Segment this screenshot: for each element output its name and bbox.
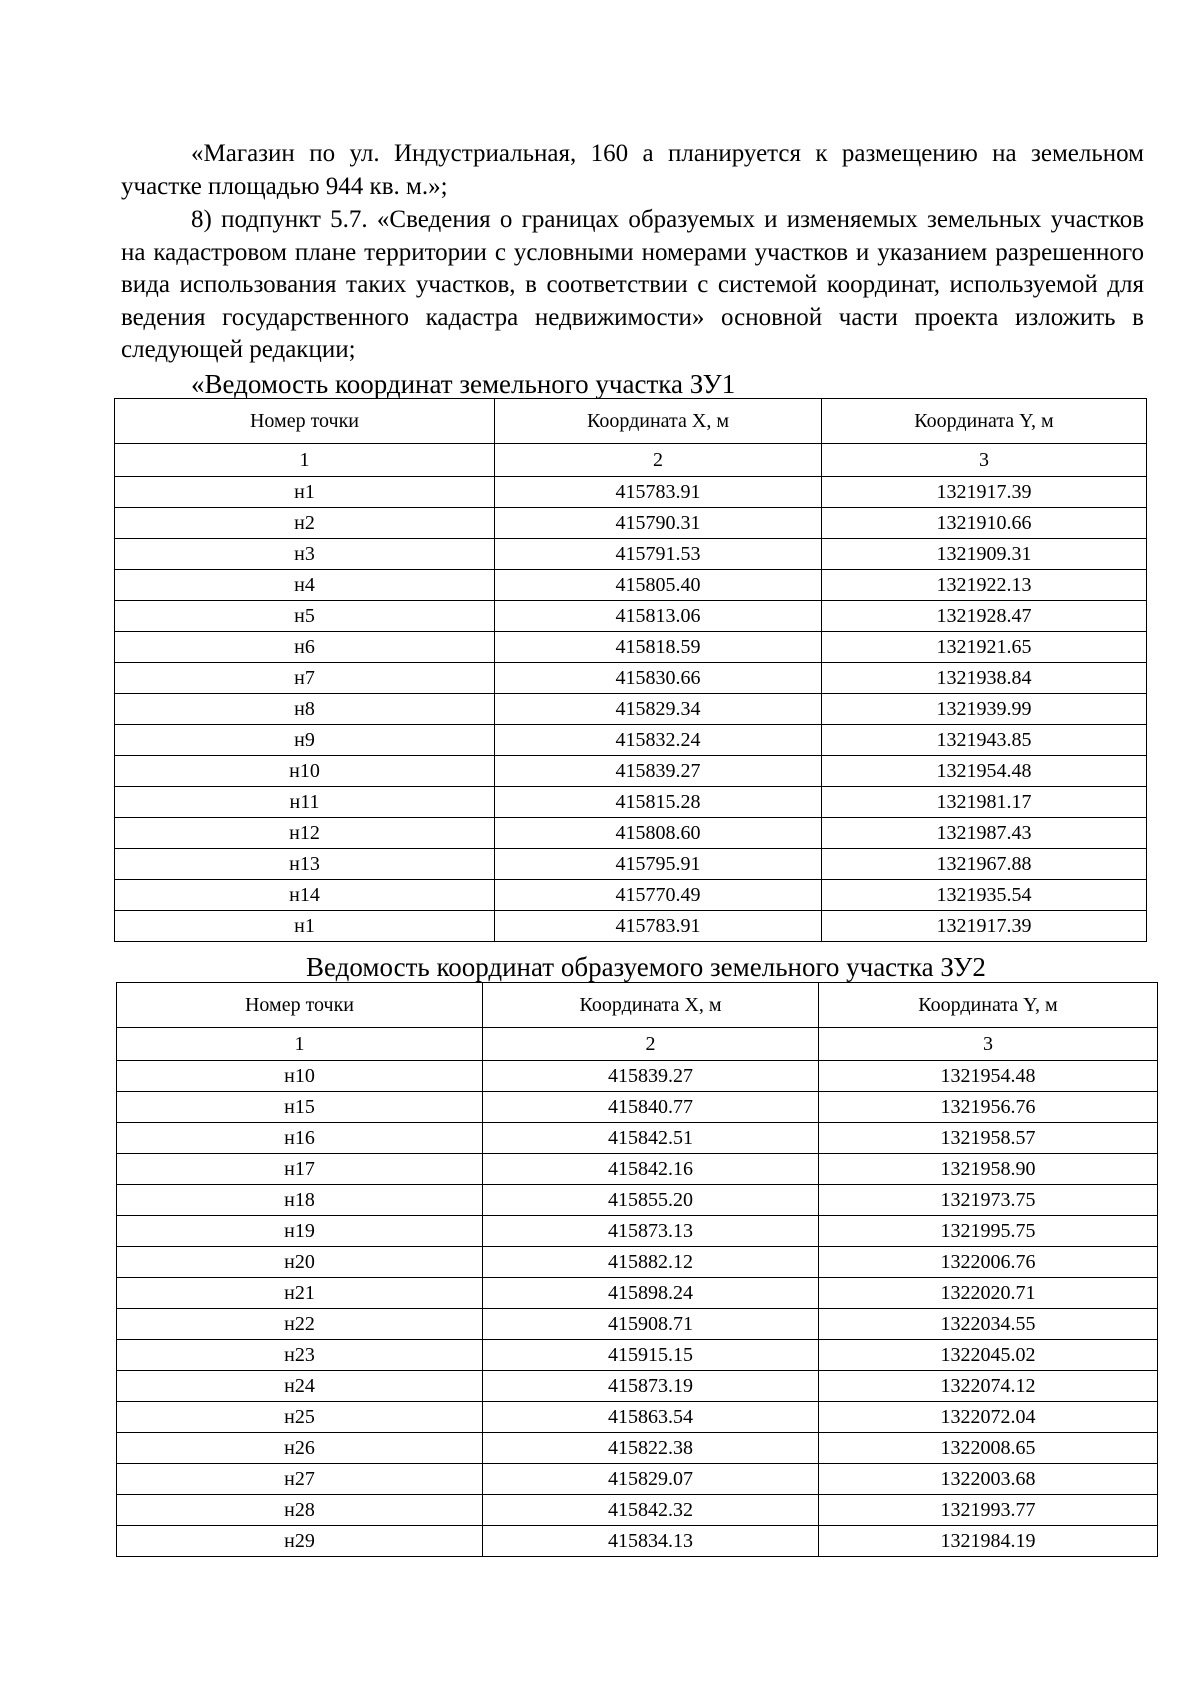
coordinate-y-cell: 1322072.04 [819, 1402, 1158, 1433]
coordinate-x-cell: 415795.91 [495, 849, 822, 880]
coordinate-x-cell: 415813.06 [495, 601, 822, 632]
point-number-cell: н25 [117, 1402, 483, 1433]
point-number-cell: н23 [117, 1340, 483, 1371]
coordinate-x-cell: 415840.77 [483, 1092, 819, 1123]
point-number-cell: н6 [115, 632, 495, 663]
coordinate-x-cell: 415834.13 [483, 1526, 819, 1557]
coordinate-x-cell: 415829.34 [495, 694, 822, 725]
coordinate-x-cell: 415790.31 [495, 508, 822, 539]
coordinate-y-cell: 1321995.75 [819, 1216, 1158, 1247]
coordinate-y-cell: 1321981.17 [822, 787, 1147, 818]
point-number-cell: н21 [117, 1278, 483, 1309]
coordinate-x-cell: 415783.91 [495, 477, 822, 508]
point-number-cell: н17 [117, 1154, 483, 1185]
point-number-cell: н2 [115, 508, 495, 539]
coordinate-x-cell: 415815.28 [495, 787, 822, 818]
coordinate-x-cell: 415882.12 [483, 1247, 819, 1278]
point-number-cell: н27 [117, 1464, 483, 1495]
point-number-cell: н7 [115, 663, 495, 694]
table-row [115, 880, 1147, 911]
table-row [115, 570, 1147, 601]
coordinate-x-cell: 415805.40 [495, 570, 822, 601]
coordinate-y-cell: 1321917.39 [822, 477, 1147, 508]
column-number: 1 [117, 1028, 483, 1061]
point-number-cell: н8 [115, 694, 495, 725]
point-number-cell: н3 [115, 539, 495, 570]
table-row [117, 1216, 1158, 1247]
point-number-cell: н1 [115, 911, 495, 942]
table-row [115, 911, 1147, 942]
point-number-cell: н12 [115, 818, 495, 849]
table-row [117, 1309, 1158, 1340]
table-row [115, 694, 1147, 725]
coordinate-x-cell: 415783.91 [495, 911, 822, 942]
point-number-cell: н16 [117, 1123, 483, 1154]
coordinate-y-cell: 1321938.84 [822, 663, 1147, 694]
coordinate-x-cell: 415842.32 [483, 1495, 819, 1526]
coordinate-y-cell: 1321943.85 [822, 725, 1147, 756]
point-number-cell: н1 [115, 477, 495, 508]
point-number-cell: н15 [117, 1092, 483, 1123]
table-row [115, 539, 1147, 570]
paragraph-subclause-5-7: 8) подпункт 5.7. «Сведения о границах образуемых и изменяемых земельных участков на кадастровом плане территории с условными номерами участков и указанием разрешенного вида использования таких участков, в соответствии с системой координат, используемой для ведения государственного кадастра недвижимости» основной части проекта изложить в следующей редакции; [121, 206, 1144, 363]
coordinate-y-cell: 1321956.76 [819, 1092, 1158, 1123]
table-row [117, 1092, 1158, 1123]
table-row [117, 1464, 1158, 1495]
coordinate-y-cell: 1322008.65 [819, 1433, 1158, 1464]
coordinate-y-cell: 1321928.47 [822, 601, 1147, 632]
table-row [117, 1123, 1158, 1154]
table-row [117, 1371, 1158, 1402]
point-number-cell: н14 [115, 880, 495, 911]
table-row [115, 508, 1147, 539]
table-row [115, 725, 1147, 756]
coordinates-table-zu1 [114, 398, 1147, 942]
header-coordinate-y: Координата Y, м [819, 983, 1158, 1028]
coordinate-y-cell: 1321958.57 [819, 1123, 1158, 1154]
coordinate-x-cell: 415842.51 [483, 1123, 819, 1154]
paragraph-shop-location: «Магазин по ул. Индустриальная, 160 а планируется к размещению на земельном участке площадью 944 кв. м.»; [121, 140, 1144, 200]
coordinate-x-cell: 415839.27 [495, 756, 822, 787]
coordinate-y-cell: 1321954.48 [819, 1061, 1158, 1092]
coordinate-y-cell: 1321984.19 [819, 1526, 1158, 1557]
table-row [115, 818, 1147, 849]
header-coordinate-x: Координата X, м [495, 399, 822, 444]
coordinate-x-cell: 415863.54 [483, 1402, 819, 1433]
header-coordinate-y: Координата Y, м [822, 399, 1147, 444]
table-row [115, 849, 1147, 880]
header-coordinate-x: Координата X, м [483, 983, 819, 1028]
point-number-cell: н28 [117, 1495, 483, 1526]
coordinate-x-cell: 415791.53 [495, 539, 822, 570]
coordinate-x-cell: 415873.19 [483, 1371, 819, 1402]
coordinate-x-cell: 415829.07 [483, 1464, 819, 1495]
table-row [115, 632, 1147, 663]
table-row [117, 1185, 1158, 1216]
coordinate-y-cell: 1321910.66 [822, 508, 1147, 539]
header-point-number: Номер точки [117, 983, 483, 1028]
point-number-cell: н13 [115, 849, 495, 880]
table-row [117, 1526, 1158, 1557]
coordinate-y-cell: 1321921.65 [822, 632, 1147, 663]
point-number-cell: н26 [117, 1433, 483, 1464]
table-row [117, 1154, 1158, 1185]
table-row [115, 663, 1147, 694]
coordinate-y-cell: 1322074.12 [819, 1371, 1158, 1402]
coordinate-y-cell: 1321967.88 [822, 849, 1147, 880]
coordinate-x-cell: 415830.66 [495, 663, 822, 694]
point-number-cell: н29 [117, 1526, 483, 1557]
table-row [117, 1061, 1158, 1092]
coordinates-table-zu2 [116, 982, 1158, 1557]
point-number-cell: н10 [117, 1061, 483, 1092]
column-number: 2 [483, 1028, 819, 1061]
coordinate-y-cell: 1322003.68 [819, 1464, 1158, 1495]
coordinate-x-cell: 415770.49 [495, 880, 822, 911]
coordinate-y-cell: 1322045.02 [819, 1340, 1158, 1371]
point-number-cell: н9 [115, 725, 495, 756]
table-row [115, 787, 1147, 818]
coordinate-x-cell: 415898.24 [483, 1278, 819, 1309]
table-row [117, 1402, 1158, 1433]
coordinate-y-cell: 1322006.76 [819, 1247, 1158, 1278]
coordinate-x-cell: 415915.15 [483, 1340, 819, 1371]
table1-title: «Ведомость координат земельного участка ЗУ1 [191, 369, 736, 399]
point-number-cell: н19 [117, 1216, 483, 1247]
coordinate-x-cell: 415808.60 [495, 818, 822, 849]
coordinate-x-cell: 415842.16 [483, 1154, 819, 1185]
coordinate-y-cell: 1321909.31 [822, 539, 1147, 570]
coordinate-x-cell: 415873.13 [483, 1216, 819, 1247]
coordinate-y-cell: 1321973.75 [819, 1185, 1158, 1216]
coordinate-x-cell: 415832.24 [495, 725, 822, 756]
point-number-cell: н4 [115, 570, 495, 601]
table2-title: Ведомость координат образуемого земельного участка ЗУ2 [306, 952, 986, 982]
table-row [115, 477, 1147, 508]
point-number-cell: н5 [115, 601, 495, 632]
column-number: 3 [822, 444, 1147, 477]
coordinate-y-cell: 1321987.43 [822, 818, 1147, 849]
table-row [117, 1495, 1158, 1526]
header-point-number: Номер точки [115, 399, 495, 444]
point-number-cell: н24 [117, 1371, 483, 1402]
coordinate-x-cell: 415818.59 [495, 632, 822, 663]
coordinate-x-cell: 415908.71 [483, 1309, 819, 1340]
point-number-cell: н10 [115, 756, 495, 787]
table-row [117, 1433, 1158, 1464]
coordinate-y-cell: 1321958.90 [819, 1154, 1158, 1185]
coordinate-x-cell: 415822.38 [483, 1433, 819, 1464]
table-row [115, 756, 1147, 787]
coordinate-y-cell: 1321917.39 [822, 911, 1147, 942]
coordinate-y-cell: 1321939.99 [822, 694, 1147, 725]
coordinate-y-cell: 1321935.54 [822, 880, 1147, 911]
coordinate-y-cell: 1322020.71 [819, 1278, 1158, 1309]
column-number: 3 [819, 1028, 1158, 1061]
point-number-cell: н11 [115, 787, 495, 818]
coordinate-y-cell: 1321954.48 [822, 756, 1147, 787]
coordinate-y-cell: 1321922.13 [822, 570, 1147, 601]
coordinate-x-cell: 415855.20 [483, 1185, 819, 1216]
table-row [115, 601, 1147, 632]
coordinate-y-cell: 1322034.55 [819, 1309, 1158, 1340]
point-number-cell: н20 [117, 1247, 483, 1278]
point-number-cell: н18 [117, 1185, 483, 1216]
column-number: 1 [115, 444, 495, 477]
table-row [117, 1247, 1158, 1278]
coordinate-y-cell: 1321993.77 [819, 1495, 1158, 1526]
table-row [117, 1278, 1158, 1309]
point-number-cell: н22 [117, 1309, 483, 1340]
column-number: 2 [495, 444, 822, 477]
table-row [117, 1340, 1158, 1371]
coordinate-x-cell: 415839.27 [483, 1061, 819, 1092]
